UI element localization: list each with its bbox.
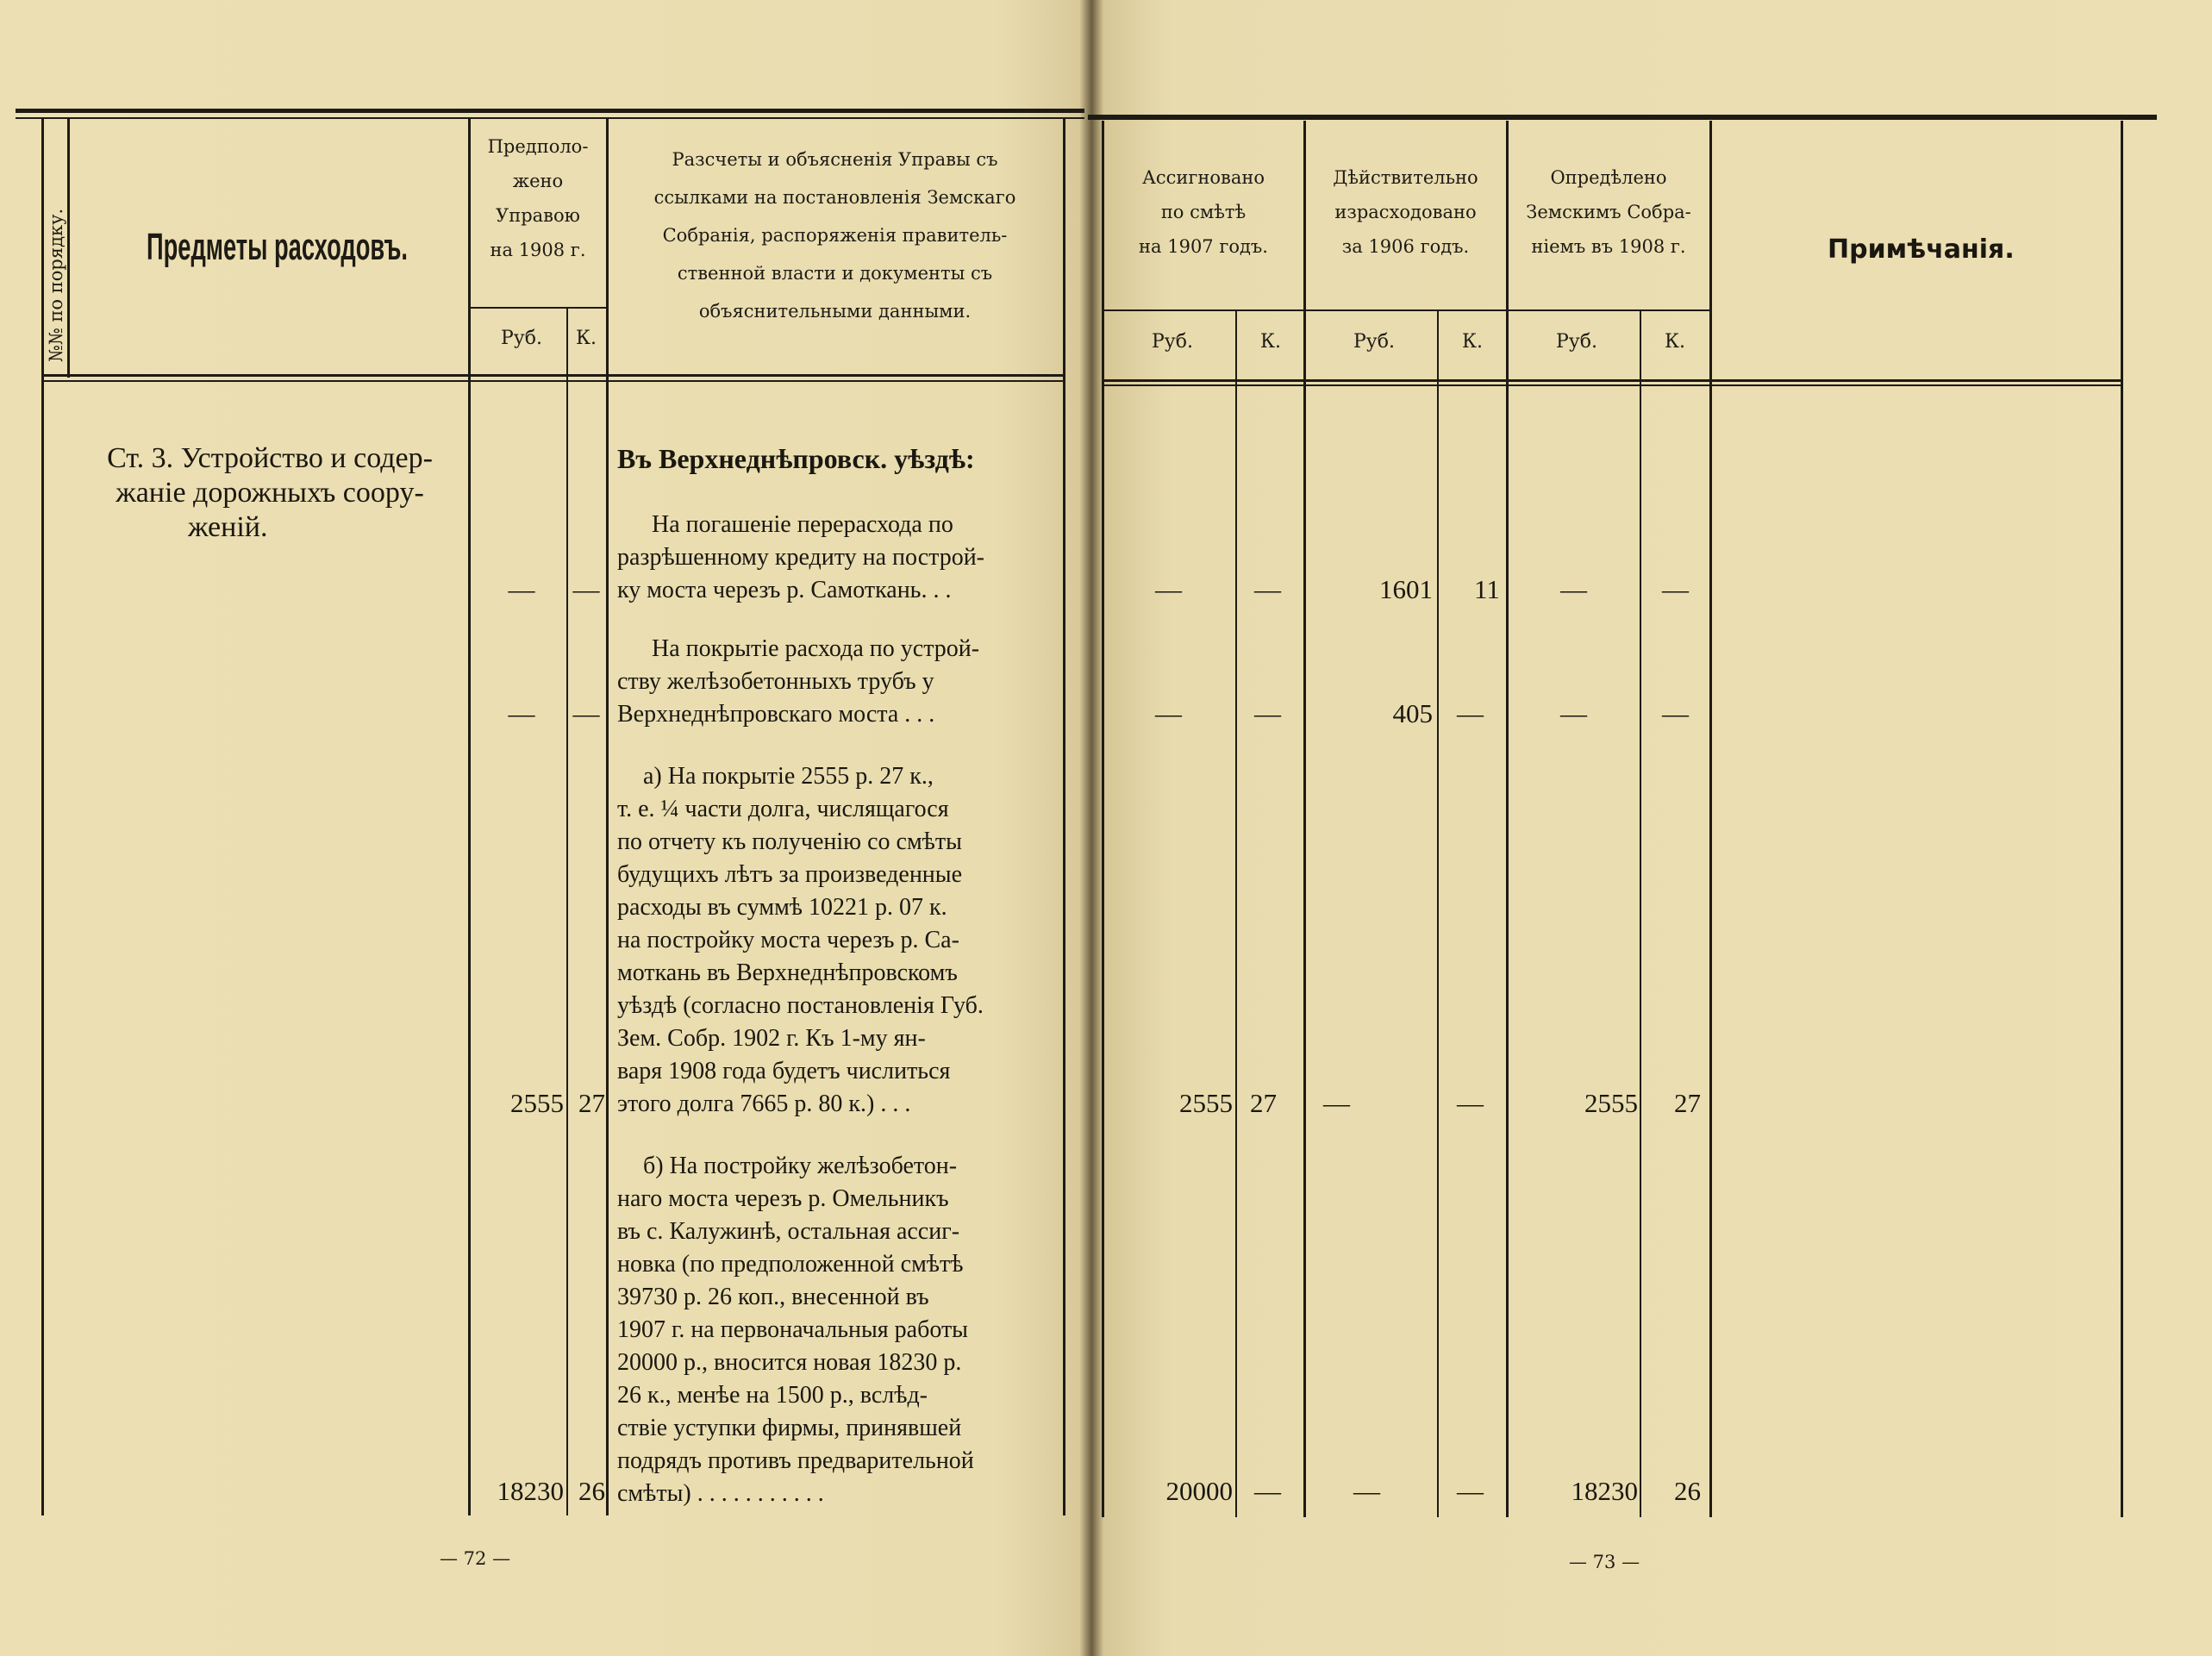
entry-1-assigned-rub: — [1155, 574, 1182, 604]
col-notes-header: Примѣчанія. [1828, 234, 2015, 265]
entry-3-proposed-kop: 27 [578, 1088, 605, 1118]
entry-3-spent-rub: — [1323, 1088, 1350, 1118]
entry-3-determined-kop: 27 [1674, 1088, 1701, 1118]
page-number-right: — 73 — [1569, 1552, 1640, 1572]
col-explanations-header: Разсчеты и объясненія Управы съ ссылками на постановленія Земскаго Собранія, распоряженія правитель- ственной власти и документы съ объяснительными данными. [653, 149, 1016, 322]
entry-4-text: б) На постройку желѣзобетон- наго моста черезъ р. Омельникъ въ с. Калужинѣ, остальная ассиг- новка (по предположенной смѣтѣ 39730 р. 26 коп., внесенной въ 1907 г. на первоначальныя работы 20000 р., вносится новая 18230 р. 26 к., менѣе на 1500 р., вслѣд- ствіе уступки фирмы, принявшей подрядъ противъ предварительной смѣты) . . . . . . . . . . . [617, 1153, 974, 1507]
entry-3-assigned-kop: 27 [1250, 1088, 1277, 1118]
entry-2-proposed-kop: — [572, 698, 600, 728]
entry-4-proposed-rub: 18230 [497, 1476, 564, 1506]
entry-2-determined-kop: — [1662, 698, 1689, 728]
entry-2-assigned-rub: — [1155, 698, 1182, 728]
col-items-header: Предметы расходовъ. [147, 226, 408, 268]
determined-kop-label: К. [1664, 331, 1686, 353]
determined-rub-label: Руб. [1556, 331, 1597, 353]
spent-rub-label: Руб. [1353, 331, 1395, 353]
entry-1-determined-rub: — [1560, 574, 1587, 604]
entry-4-proposed-kop: 26 [578, 1476, 605, 1506]
entry-3-assigned-rub: 2555 [1179, 1088, 1233, 1118]
entry-2-spent-rub: 405 [1392, 698, 1433, 728]
assigned-kop-label: К. [1259, 331, 1282, 353]
col-number-header: №№ по порядку. [46, 208, 66, 362]
top-rule [16, 109, 1084, 113]
entry-3-spent-kop: — [1457, 1088, 1484, 1118]
entry-1-text: На погашеніе перерасхода по разрѣшенному кредиту на построй- ку моста черезъ р. Самоткань. . . [617, 511, 985, 603]
col-assigned-header: Ассигновано по смѣтѣ на 1907 годъ. [1139, 167, 1268, 257]
entry-1-assigned-kop: — [1254, 574, 1281, 604]
entry-1-proposed-kop: — [572, 574, 600, 604]
entry-4-spent-rub: — [1353, 1476, 1380, 1506]
proposed-rub-label: Руб. [501, 328, 542, 349]
item-title: Ст. 3. Устройство и содер- жаніе дорожныхъ соору- женій. [107, 442, 433, 543]
col-spent-header: Дѣйствительно израсходовано за 1906 годъ. [1333, 167, 1478, 257]
entry-1-spent-rub: 1601 [1379, 574, 1433, 604]
entry-4-spent-kop: — [1457, 1476, 1484, 1506]
entry-3-proposed-rub: 2555 [510, 1088, 564, 1118]
entry-1-determined-kop: — [1662, 574, 1689, 604]
entry-3-text: а) На покрытіе 2555 р. 27 к., т. е. ¼ части долга, числящагося по отчету къ полученію со смѣты будущихъ лѣтъ за произведенные расходы въ суммѣ 10221 р. 07 к. на постройку моста черезъ р. Са- моткань въ Верхнеднѣпровскомъ уѣздѣ (согласно постановленія Губ. Зем. Собр. 1902 г. Къ 1-му ян- варя 1908 года будетъ числиться этого долга 7665 р. 80 к.) . . . [617, 763, 984, 1117]
entry-1-spent-kop: 11 [1474, 574, 1500, 604]
entry-1-proposed-rub: — [508, 574, 535, 604]
entry-2-assigned-kop: — [1254, 698, 1281, 728]
entry-2-text: На покрытіе расхода по устрой- ству желѣзобетонныхъ трубъ у Верхнеднѣпровскаго моста . . . [617, 635, 980, 728]
entry-2-spent-kop: — [1457, 698, 1484, 728]
page-number-left: — 72 — [440, 1548, 511, 1569]
entry-2-determined-rub: — [1560, 698, 1587, 728]
county-heading: Въ Верхнеднѣпровск. уѣздѣ: [617, 443, 975, 474]
proposed-kop-label: К. [575, 328, 597, 349]
entry-4-assigned-rub: 20000 [1165, 1476, 1233, 1506]
entry-3-determined-rub: 2555 [1584, 1088, 1638, 1118]
assigned-rub-label: Руб. [1152, 331, 1193, 353]
col-proposed-header: Предполо- жено Управою на 1908 г. [487, 136, 589, 260]
col-determined-header: Опредѣлено Земскимъ Собра- ніемъ въ 1908 г. [1526, 167, 1691, 257]
entry-4-assigned-kop: — [1254, 1476, 1281, 1506]
entry-4-determined-kop: 26 [1674, 1476, 1701, 1506]
entry-2-proposed-rub: — [508, 698, 535, 728]
entry-4-determined-rub: 18230 [1571, 1476, 1638, 1506]
spent-kop-label: К. [1461, 331, 1484, 353]
